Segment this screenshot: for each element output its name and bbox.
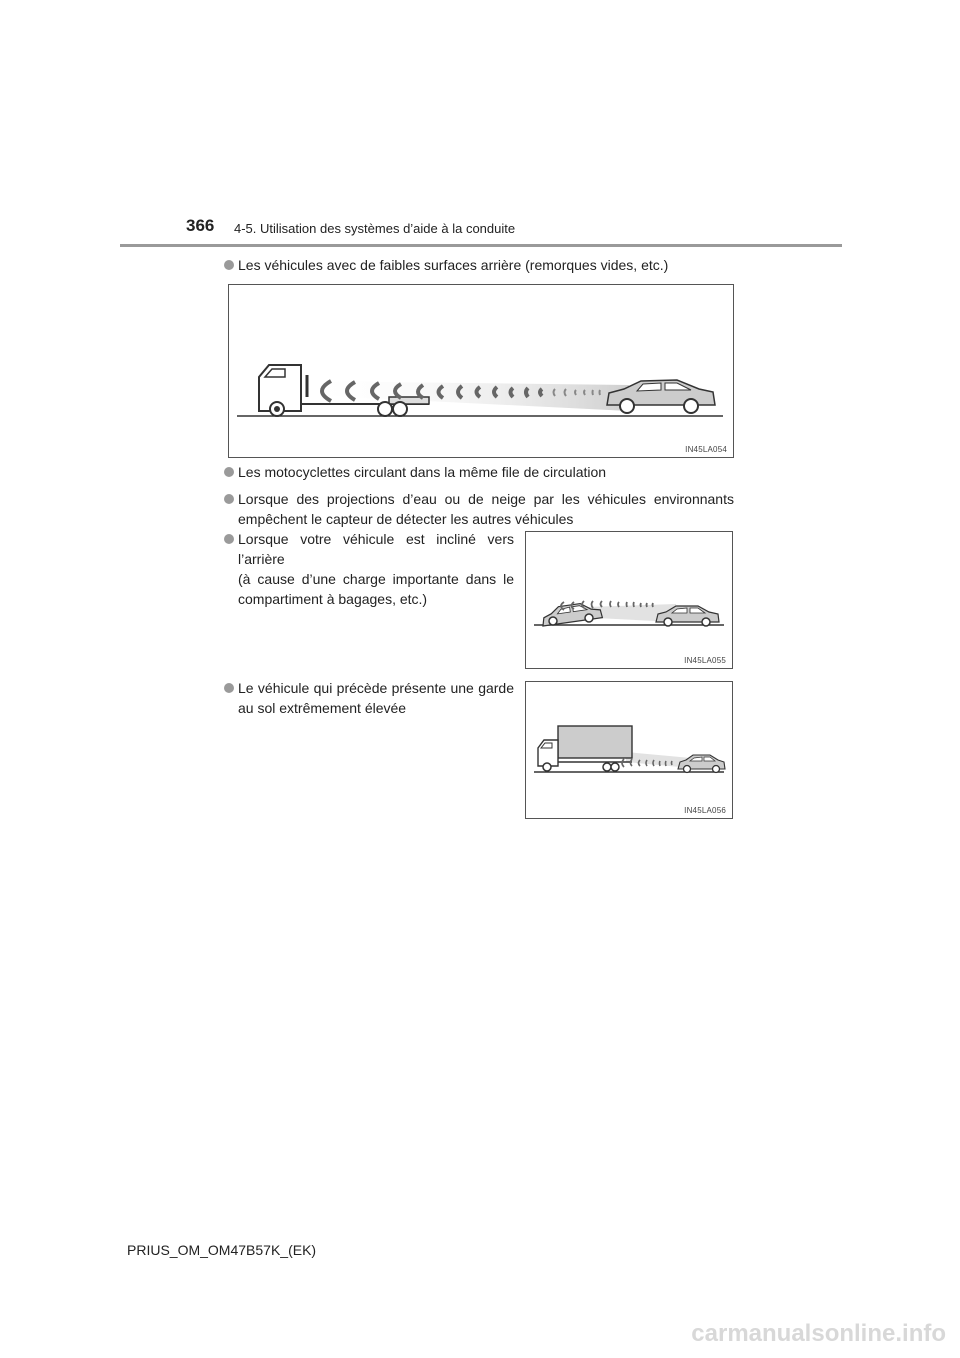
bullet-motorcycles — [224, 462, 764, 482]
empty-trailer-illustration — [229, 285, 733, 457]
bullet-water-snow — [224, 489, 734, 529]
bullet-vehicle-tilted — [224, 529, 514, 609]
bullet-dot — [224, 494, 234, 504]
bullet-text: Les motocyclettes circulant dans la même file de circulation — [238, 464, 607, 480]
figure-code: IN45LA056 — [684, 806, 726, 815]
bullet-text: Lorsque votre véhicule est incliné vers l’arrière (à cause d’une charge importante dans le compartiment à bagages, etc.) — [238, 531, 514, 607]
bullet-text: Le véhicule qui précède présente une garde au sol extrêmement élevée — [238, 680, 514, 716]
watermark: carmanualsonline.info — [691, 1320, 946, 1347]
tilted-vehicle-illustration — [526, 532, 732, 668]
bullet-dot — [224, 467, 234, 477]
bullet-text: Les véhicules avec de faibles surfaces arrière (remorques vides, etc.) — [238, 257, 669, 273]
section-title: 4-5. Utilisation des systèmes d’aide à la conduite — [234, 221, 516, 236]
bullet-empty-trailers — [224, 255, 764, 275]
figure-empty-trailer — [228, 284, 734, 458]
bullet-dot — [224, 260, 234, 270]
footer-doc-id: PRIUS_OM_OM47B57K_(EK) — [127, 1242, 317, 1258]
bullet-dot — [224, 534, 234, 544]
bullet-text: Lorsque des projections d’eau ou de neige par les véhicules environnants empêchent le capteur de détecter les autres véhicules — [238, 491, 734, 527]
figure-code: IN45LA054 — [685, 445, 727, 454]
bullet-dot — [224, 683, 234, 693]
figure-tilted-vehicle — [525, 531, 733, 669]
high-clearance-illustration — [526, 682, 732, 818]
figure-high-clearance — [525, 681, 733, 819]
figure-code: IN45LA055 — [684, 656, 726, 665]
bullet-high-clearance — [224, 678, 514, 718]
header-rule — [120, 244, 842, 247]
page-number: 366 — [186, 216, 215, 235]
